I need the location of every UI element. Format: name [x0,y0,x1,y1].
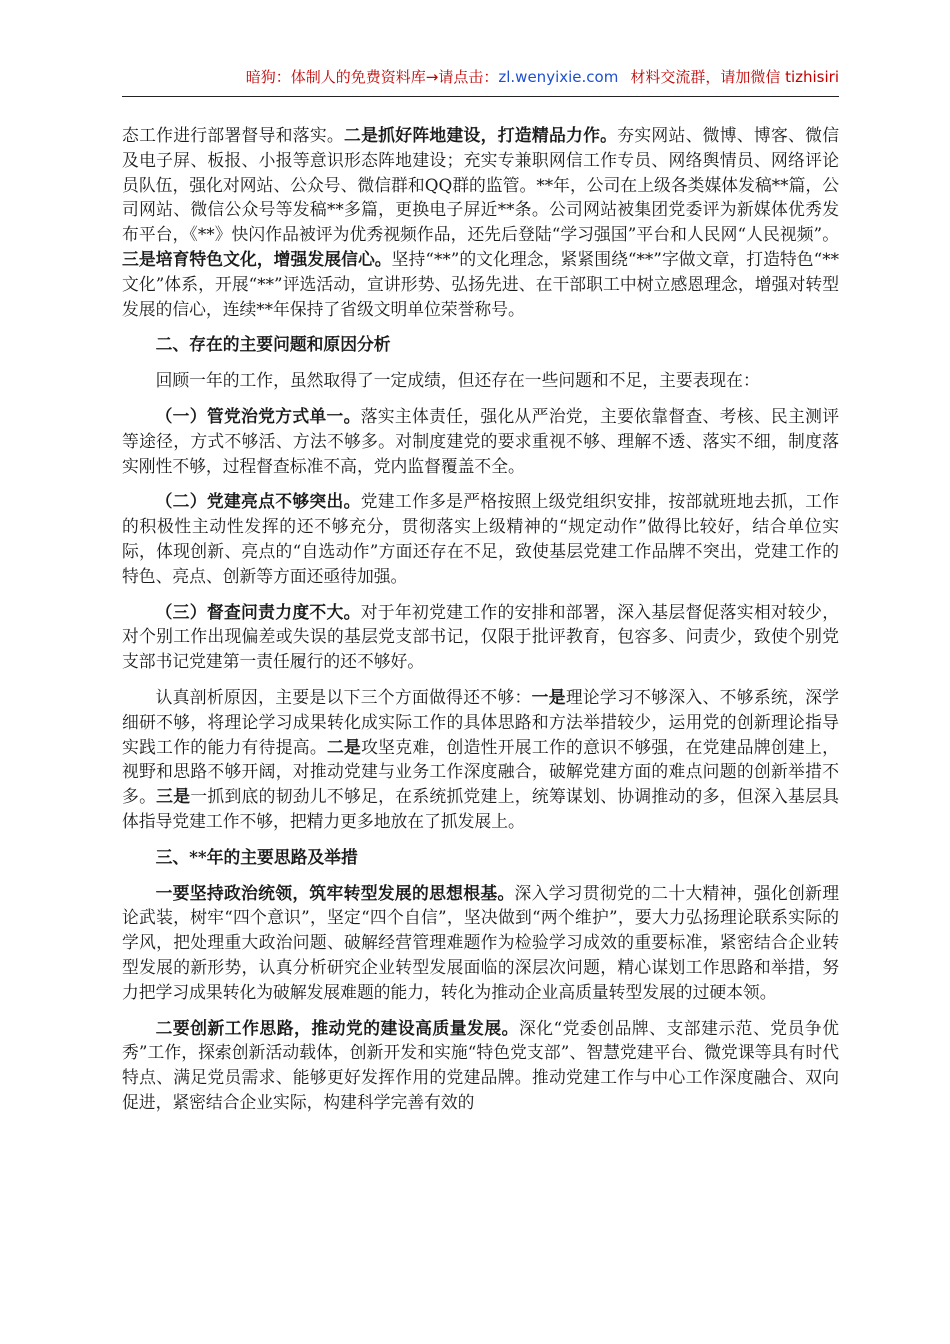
p4-bold: （二）党建亮点不够突出。 [155,491,361,512]
p6-text-a: 认真剖析原因，主要是以下三个方面做得还不够： [155,686,532,707]
p1-bold-d: 三是培育特色文化，增强发展信心。 [122,248,392,269]
p8-text: 深化“党委创品牌、支部建示范、党员争优秀”工作，探索创新活动载体，创新开发和实施“特色党支部”、智慧党建平台、微党课等具有时代特点、满足党员需求、能够更好发挥作用的党建品牌。推动党建工作与中心工作深度融合、双向促进，紧密结合企业实际，构建科学完善有效的 [122,1017,839,1112]
page-header [122,66,839,97]
paragraph-7 [122,881,839,1005]
p7-text: 深入学习贯彻党的二十大精神，强化创新理论武装，树牢“四个意识”，坚定“四个自信”，坚决做到“两个维护”，要大力弘扬理论联系实际的学风，把处理重大政治问题、破解经营管理难题作为检验学习成效的重要标准，紧密结合企业转型发展的新形势，认真分析研究企业转型发展面临的深层次问题，精心谋划工作思路和举措，努力把学习成果转化为破解发展难题的能力，转化为推动企业高质量转型发展的过硬本领。 [122,882,839,1002]
p5-text: 对于年初党建工作的安排和部署，深入基层督促落实相对较少，对个别工作出现偏差或失误的基层党支部书记，仅限于批评教育，包容多、问责少，致使个别党支部书记党建第一责任履行的还不够好。 [122,601,839,672]
p3-text: 落实主体责任，强化从严治党，主要依靠督查、考核、民主测评等途径，方式不够活、方法不够多。对制度建党的要求重视不够、理解不透、落实不细，制度落实刚性不够，过程督查标准不高，党内监督覆盖不全。 [122,405,839,476]
section-heading-2: 二、存在的主要问题和原因分析 [155,334,391,355]
p6-text-d: 攻坚克难，创造性开展工作的意识不够强，在党建品牌创建上，视野和思路不够开阔，对推动党建与业务工作深度融合，破解党建方面的难点问题的创新举措不多。 [122,736,839,807]
paragraph-2: 回顾一年的工作，虽然取得了一定成绩，但还存在一些问题和不足，主要表现在： [155,370,760,391]
paragraph-8 [122,1016,839,1115]
header-link[interactable]: zl.wenyixie.com [498,68,619,86]
paragraph-6 [122,685,839,834]
p1-text-e: 坚持“**”的文化理念，紧紧围绕“**”字做文章，打造特色“**文化”体系，开展“**”评选活动，宣讲形势、弘扬先进、在干部职工中树立感恩理念，增强对转型发展的信心，连续**年保持了省级文明单位荣誉称号。 [122,248,839,319]
p6-text-c: 理论学习不够深入、不够系统，深学细研不够，将理论学习成果转化成实际工作的具体思路和方法举措较少，运用党的创新理论指导实践工作的能力有待提高。 [122,686,839,757]
p1-text-c: 夯实网站、微博、博客、微信及电子屏、板报、小报等意识形态阵地建设；充实专兼职网信工作专员、网络舆情员、网络评论员队伍，强化对网站、公众号、微信群和QQ群的监管。**年，公司在上级各类媒体发稿**篇，公司网站、微信公众号等发稿**多篇，更换电子屏近**条。公司网站被集团党委评为新媒体优秀发布平台，《**》快闪作品被评为优秀视频作品，还先后登陆“学习强国”平台和人民网“人民视频”。 [122,125,839,245]
p8-bold: 二要创新工作思路，推动党的建设高质量发展。 [155,1017,519,1038]
document-body [122,123,839,1115]
p6-bold-3: 三是 [156,786,191,807]
p6-text-e: 一抓到底的韧劲儿不够足，在系统抓党建上，统筹谋划、协调推动的多，但深入基层具体指导党建工作不够，把精力更多地放在了抓发展上。 [122,786,839,831]
p1-text-a: 态工作进行部署督导和落实。 [122,125,345,145]
p1-bold-b: 二是抓好阵地建设，打造精品力作。 [344,125,618,145]
paragraph-4 [122,489,839,588]
paragraph-5 [122,600,839,674]
header-prefix: →请点击： [425,68,499,86]
p3-bold: （一）管党治党方式单一。 [155,405,361,426]
p7-bold: 一要坚持政治统领，筑牢转型发展的思想根基。 [155,882,515,903]
section-heading-3: 三、**年的主要思路及举措 [155,846,358,867]
p5-bold: （三）督查问责力度不大。 [155,601,361,622]
paragraph-3 [122,404,839,478]
header-brand: 暗狗：体制人的免费资料库 [245,68,426,86]
paragraph-1 [122,123,839,321]
header-contact: 材料交流群，请加微信 tizhisiri [630,68,839,86]
p6-bold-2: 二是 [326,736,362,757]
p4-text: 党建工作多是严格按照上级党组织安排，按部就班地去抓，工作的积极性主动性发挥的还不够充分，贯彻落实上级精神的“规定动作”做得比较好，结合单位实际，体现创新、亮点的“自选动作”方面还存在不足，致使基层党建工作品牌不突出，党建工作的特色、亮点、创新等方面还亟待加强。 [122,491,839,586]
p6-bold-1: 一是 [531,686,566,707]
